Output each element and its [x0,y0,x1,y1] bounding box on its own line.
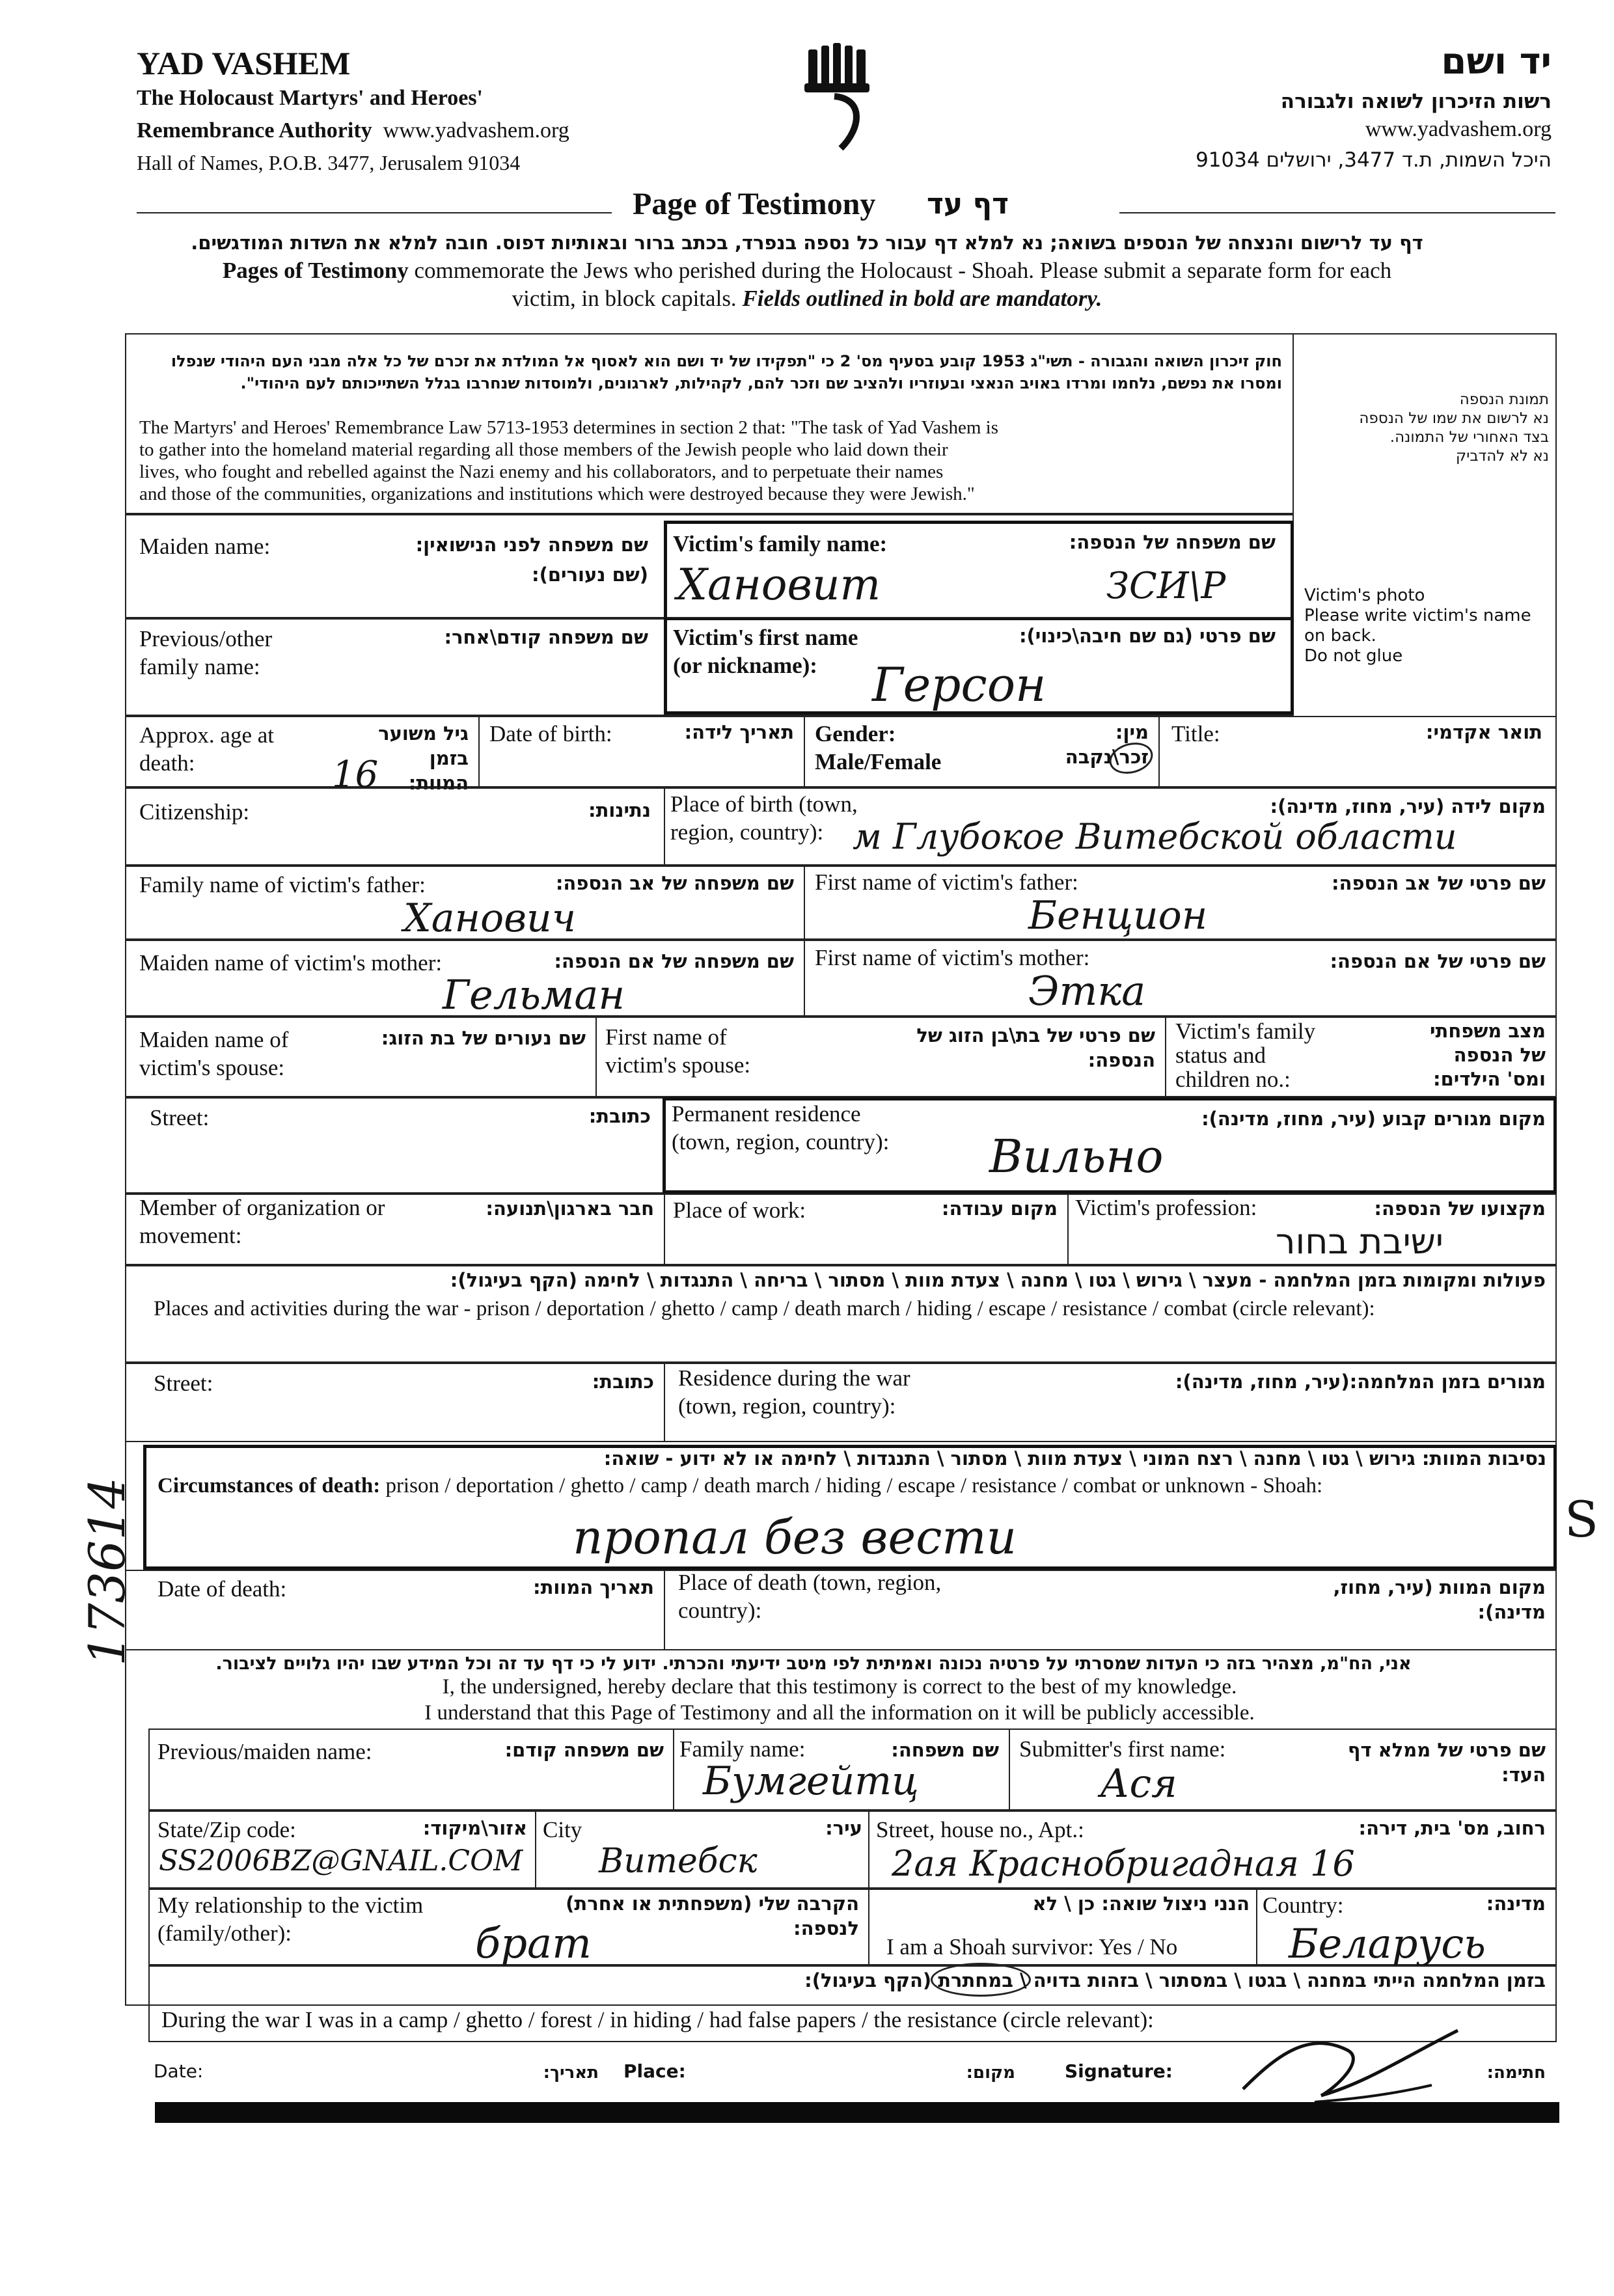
pob-heb: מקום לידה (עיר, מחוז, מדינה): [1270,795,1546,817]
title-label: Title: [1171,721,1220,746]
perm-res-value[interactable]: Вильно [989,1130,1164,1183]
gender-heb: מין: זכר\נקבה [1065,721,1149,768]
intro-heb: דף עד לרישום והנצחה של הנספים בשואה; נא למלא דף עבור כל נספה בנפרד, בכתב ברור ובאותיות דפוס. חובה למלא את השדות המודגשים. [191,232,1423,254]
photo-note-heb: תמונת הנספה נא לרשום את שמו של הנספה בצד האחורי של התמונה. נא לא להדביק [1359,391,1549,465]
spouse-maiden-heb: שם נעורים של בת הזוג: [381,1027,586,1049]
title-rule-right [1119,212,1555,213]
relation-heb: הקרבה שלי (משפחתית או אחרת) לנספה: [566,1893,859,1939]
date-label: Date: [154,2060,204,2082]
gender-label: Gender: Male/Female [815,721,942,774]
spouse-maiden-label: Maiden name of victim's spouse: [139,1027,289,1080]
law-en: The Martyrs' and Heroes' Remembrance Law 5713-1953 determines in section 2 that: "The task of Yad Vashem is to gather into the homeland material regarding all those members of the Jewish people who laid down their lives, who fought and rebelled against the Nazi enemy and his collaborators, and to perpetuate their names and those of the communities, organizations and institutions which were destroyed because they were Jewish." [139,417,998,504]
age-label: Approx. age at death: [139,722,275,776]
mother-maiden-label: Maiden name of victim's mother: [139,950,443,976]
divider [804,716,805,787]
intro-en: Pages of Testimony commemorate the Jews who perished during the Holocaust - Shoah. Please submit a separate form for each victim, in block capitals. Fields outlined in bold are mandatory. [222,258,1392,311]
sub-street-label: Street, house no., Apt.: [876,1817,1084,1842]
mother-maiden-heb: שם משפחה של אם הנספה: [554,950,794,972]
law-heb-2: ומסרו את נפשם, נלחמו ומרדו באויב הנאצי ובעוזריו ולהציב שם וזכר להם, לקהילות, לארגונים, ולמוסדות שנחרבו בגלל השתייכותם לעם היהודי". [240,374,1282,392]
profession-value[interactable]: ישיבת בחור [1276,1221,1443,1262]
divider [1256,1889,1257,1965]
divider [1067,1194,1069,1265]
divider [868,1889,869,1965]
sub-family-heb: שם משפחה: [891,1739,999,1761]
country-label: Country: [1263,1893,1344,1918]
heb-address: היכל השמות, ת.ד 3477, ירושלים 91034 [1196,148,1552,172]
citizenship-label: Citizenship: [139,799,250,825]
maiden-name-heb: שם משפחה לפני הנישואין: [415,534,648,556]
org-name: YAD VASHEM [137,45,351,81]
age-value[interactable]: 16 [332,754,379,796]
org-subtitle-2: Remembrance Authority www.yadvashem.org [137,118,569,143]
mother-first-heb: שם פרטי של אם הנספה: [1330,950,1546,972]
place-label: Place: [623,2060,686,2082]
maiden-name-label: Maiden name: [139,534,271,559]
first-name-value[interactable]: Герсон [872,657,1046,712]
heb-org-name: יד ושם [1441,40,1552,83]
survivor-en: I am a Shoah survivor: Yes / No [886,1934,1178,1960]
city-label: City [543,1817,582,1842]
date-heb: תאריך: [543,2063,599,2083]
relation-value[interactable]: брат [475,1920,592,1968]
bottom-bar [155,2102,1559,2123]
street-label: Street: [150,1105,210,1130]
family-name-value-2[interactable]: ЗСИ\Р [1106,565,1226,607]
spouse-first-label: First name of victim's spouse: [605,1024,751,1078]
circ-heb: נסיבות המוות: גירוש \ גטו \ מחנה \ רצח המוני \ צעדת מוות \ מסתור \ התנגדות \ לחימה או לא ידוע - שואה: [603,1447,1546,1469]
divider [1158,716,1160,787]
first-name-label: Victim's first name (or nickname): [673,625,858,678]
citizenship-heb: נתינות: [588,799,651,821]
during-en: During the war I was in a camp / ghetto / forest / in hiding / had false papers / the resistance (circle relevant): [161,2007,1154,2032]
work-heb: מקום עבודה: [941,1197,1058,1220]
sub-family-label: Family name: [679,1736,806,1762]
sub-prev-name-label: Previous/maiden name: [157,1739,372,1764]
sub-first-heb: שם פרטי של ממלא דף העד: [1347,1739,1546,1786]
circ-en: Circumstances of death: prison / deportation / ghetto / camp / death march / hiding / escape / resistance / combat or unknown - Shoah: [157,1474,1323,1497]
zip-value[interactable]: SS2006BZ@GNAIL.COM [159,1844,523,1878]
dod-label: Date of death: [157,1576,287,1602]
form-title: Page of Testimony [633,187,876,221]
war-res-heb: מגורים בזמן המלחמה:(עיר, מחוז, מדינה): [1175,1371,1546,1393]
during-heb: בזמן המלחמה הייתי במחנה \ בגטו \ במסתור \ בזהות בדויה \ במחתרת (הקף בעיגול): [804,1969,1546,1991]
pob-value[interactable]: м Глубокое Витебской области [853,816,1457,857]
divider [673,1729,674,1811]
father-first-heb: שם פרטי של אב הנספה: [1331,872,1546,894]
profession-heb: מקצועו של הנספה: [1374,1197,1546,1220]
sub-prev-name-heb: שם משפחה קודם: [504,1739,664,1761]
heb-website: www.yadvashem.org [1365,117,1552,141]
father-first-label: First name of victim's father: [815,869,1078,895]
signature-label: Signature: [1065,2060,1173,2082]
dob-label: Date of birth: [489,721,612,746]
spouse-first-heb: שם פרטי של בת\בן הזוג של הנספה: [916,1024,1155,1071]
family-status-label: Victim's family status and children no.: [1175,1018,1316,1092]
survivor-heb: הנני ניצול שואה: כן \ לא [1032,1893,1250,1915]
mother-maiden-value[interactable]: Гельман [443,971,625,1018]
org-address: Hall of Names, P.O.B. 3477, Jerusalem 91034 [137,151,521,174]
form-title-heb: דף עד [927,187,1009,221]
work-label: Place of work: [673,1197,806,1223]
zip-heb: אזור\מיקוד: [422,1817,527,1839]
pod-heb: מקום המוות (עיר, מחוז, מדינה): [1333,1576,1546,1623]
street-heb: כתובת: [588,1105,651,1127]
declaration-heb: אני, הח"מ, מצהיר בזה כי העדות שמסרתי על פרטיה נכונה ואמיתית לפי מיטב ידיעתי והכרתי. ידוע לי כי דף עד זה וכל המידע שבו יהיו גלויים לציבור. [215,1654,1412,1674]
family-name-label: Victim's family name: [673,531,888,556]
circumstances-value[interactable]: пропал без вести [573,1510,1017,1565]
divider [1009,1729,1010,1811]
divider [595,1017,597,1097]
mother-first-value[interactable]: Этка [1028,967,1146,1015]
law-heb-1: חוק זיכרון השואה והגבורה - תשי"ג 1953 קובע בסעיף מס' 2 כי "תפקידו של יד ושם הוא לאסוף אל המולדת את זכרם של כל אלה מבני העם היהודי שנפלו [171,352,1282,370]
signature-scrawl[interactable] [1237,2017,1471,2112]
divider [535,1811,536,1889]
war-street-heb: כתובת: [592,1371,654,1393]
during-circle-mark [931,1963,1031,1997]
city-value[interactable]: Витебск [599,1842,758,1881]
divider [478,716,480,787]
maiden-name-heb-2: (שם נעורים): [532,564,648,586]
country-heb: מדינה: [1486,1893,1546,1915]
title-rule-left [137,212,612,213]
pob-label: Place of birth (town, region, country): [670,791,858,845]
mother-first-label: First name of victim's mother: [815,945,1090,970]
divider [664,787,665,866]
divider [664,1194,665,1265]
war-res-label: Residence during the war (town, region, country): [678,1365,910,1419]
profession-label: Victim's profession: [1075,1195,1257,1220]
org-website: www.yadvashem.org [383,118,569,143]
father-family-label: Family name of victim's father: [139,872,426,897]
photo-note-en: Victim's photo Please write victim's name on back. Do not glue [1304,586,1531,666]
perm-res-label: Permanent residence (town, region, country): [672,1101,890,1155]
divider [664,1570,665,1650]
sub-street-heb: רחוב, מס' בית, דירה: [1358,1817,1546,1839]
margin-number: 173614 [78,1477,136,1666]
city-heb: עיר: [825,1817,862,1839]
member-label: Member of organization or movement: [139,1195,385,1248]
father-family-heb: שם משפחה של אב הנספה: [555,872,794,894]
pod-label: Place of death (town, region, country): [678,1570,942,1623]
heb-org-subtitle: רשות הזיכרון לשואה ולגבורה [1280,90,1552,113]
family-name-value[interactable]: Хановит [677,560,881,610]
divider [664,1363,665,1442]
zip-label: State/Zip code: [157,1817,296,1842]
war-street-label: Street: [154,1371,213,1396]
margin-mark: S [1565,1490,1599,1548]
country-value[interactable]: Беларусь [1289,1920,1486,1967]
title-heb: תואר אקדמי: [1425,721,1542,743]
sub-family-value[interactable]: Бумгейтц [703,1758,919,1804]
father-family-value[interactable]: Ханович [404,895,577,941]
yad-vashem-logo [802,43,873,157]
declaration-en: I, the undersigned, hereby declare that this testimony is correct to the best of my knowledge. I understand that this Page of Testimony and all the information on it will be publicly accessible. [424,1675,1255,1725]
relation-label: My relationship to the victim (family/other): [157,1893,424,1946]
places-heb: פעולות ומקומות בזמן המלחמה - מעצר \ גירוש \ גטו \ מחנה \ צעדת מוות \ מסתור \ בריחה \ התנגדות \ לחימה (הקף בעיגול): [450,1269,1546,1291]
sub-first-label: Submitter's first name: [1019,1736,1226,1762]
first-name-heb: שם פרטי (גם שם חיבה\כינוי): [1019,625,1276,647]
row-spouse [125,1017,1557,1097]
prev-name-heb: שם משפחה קודם\אחר: [444,626,648,648]
divider [664,618,1294,620]
place-heb: מקום: [966,2063,1015,2083]
member-heb: חבר בארגון\תנועה: [486,1197,654,1220]
dob-heb: תאריך לידה: [684,721,794,743]
prev-name-label: Previous/other family name: [139,626,273,679]
father-first-value[interactable]: Бенцион [1028,893,1208,938]
places-en: Places and activities during the war - prison / deportation / ghetto / camp / death march / hiding / escape / resistance / combat (circle relevant): [154,1297,1375,1320]
sub-first-value[interactable]: Ася [1100,1761,1177,1807]
org-subtitle: The Holocaust Martyrs' and Heroes' [137,86,483,110]
age-heb: גיל משוער בזמן המוות: [378,722,469,794]
family-name-heb: שם משפחה של הנספה: [1069,531,1276,553]
divider [1165,1017,1166,1097]
dod-heb: תאריך המוות: [533,1576,654,1598]
family-status-heb: מצב משפחתי של הנספה ומס' הילדים: [1429,1020,1546,1090]
sub-street-value[interactable]: 2ая Краснобригадная 16 [892,1843,1355,1884]
divider [868,1811,869,1889]
signature-heb: חתימה: [1486,2063,1546,2083]
perm-res-heb: מקום מגורים קבוע (עיר, מחוז, מדינה): [1201,1108,1546,1130]
